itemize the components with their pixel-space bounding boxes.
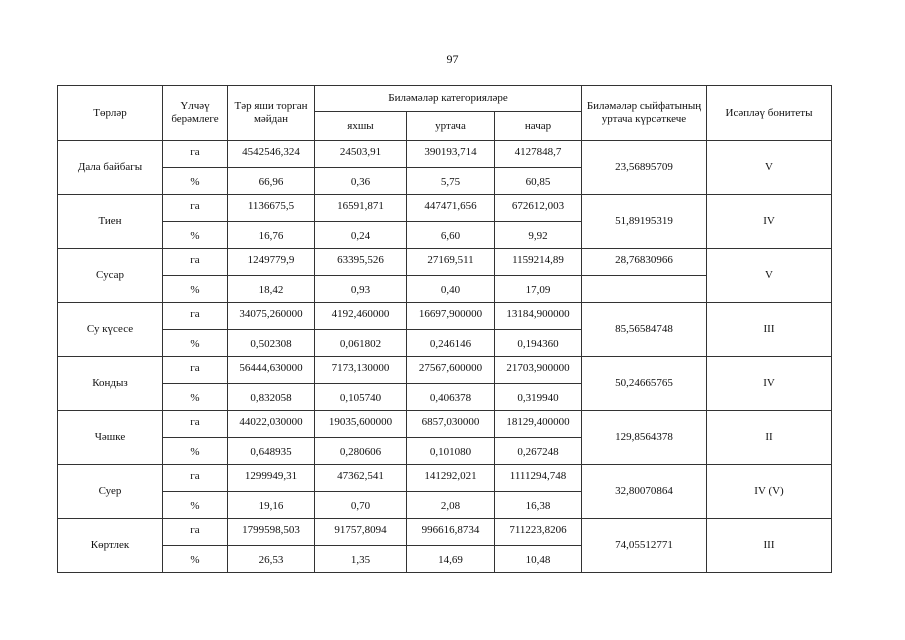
good-cell: 0,105740 [315, 384, 407, 411]
poor-cell: 9,92 [495, 222, 582, 249]
area-cell: 34075,260000 [228, 303, 315, 330]
poor-cell: 16,38 [495, 492, 582, 519]
table-row [58, 519, 832, 546]
quality-cell: 32,80070864 [582, 465, 707, 519]
good-cell: 47362,541 [315, 465, 407, 492]
area-cell: 1299949,31 [228, 465, 315, 492]
average-cell: 2,08 [407, 492, 495, 519]
area-cell: 19,16 [228, 492, 315, 519]
good-cell: 91757,8094 [315, 519, 407, 546]
unit-cell: % [163, 330, 228, 357]
quality-cell: 85,56584748 [582, 303, 707, 357]
average-cell: 0,246146 [407, 330, 495, 357]
poor-cell: 1111294,748 [495, 465, 582, 492]
average-cell: 16697,900000 [407, 303, 495, 330]
good-cell: 0,061802 [315, 330, 407, 357]
species-name: Сусар [58, 249, 163, 303]
poor-cell: 17,09 [495, 276, 582, 303]
quality-cell: 74,05512771 [582, 519, 707, 573]
good-cell: 24503,91 [315, 141, 407, 168]
quality-cell: 129,8564378 [582, 411, 707, 465]
table-row [58, 411, 832, 438]
quality-cell: 28,76830966 [582, 249, 707, 276]
species-name: Суер [58, 465, 163, 519]
area-cell: 0,648935 [228, 438, 315, 465]
poor-cell: 13184,900000 [495, 303, 582, 330]
area-cell: 0,502308 [228, 330, 315, 357]
area-cell: 1799598,503 [228, 519, 315, 546]
table-row [58, 141, 832, 168]
average-cell: 996616,8734 [407, 519, 495, 546]
area-cell: 1136675,5 [228, 195, 315, 222]
good-cell: 1,35 [315, 546, 407, 573]
unit-cell: га [163, 141, 228, 168]
poor-cell: 18129,400000 [495, 411, 582, 438]
table-row [58, 303, 832, 330]
species-name: Дала байбагы [58, 141, 163, 195]
bonitet-cell: II [707, 411, 832, 465]
unit-cell: % [163, 222, 228, 249]
average-cell: 5,75 [407, 168, 495, 195]
good-cell: 0,36 [315, 168, 407, 195]
species-name: Су күсесе [58, 303, 163, 357]
good-cell: 63395,526 [315, 249, 407, 276]
header-bonitet: Исәпләү бонитеты [707, 86, 832, 141]
area-cell: 26,53 [228, 546, 315, 573]
poor-cell: 672612,003 [495, 195, 582, 222]
table-row [58, 249, 832, 276]
good-cell: 19035,600000 [315, 411, 407, 438]
good-cell: 4192,460000 [315, 303, 407, 330]
bonitet-cell: III [707, 519, 832, 573]
poor-cell: 0,194360 [495, 330, 582, 357]
species-name: Көртлек [58, 519, 163, 573]
poor-cell: 0,267248 [495, 438, 582, 465]
header-unit: Үлчәү берәмлеге [163, 86, 228, 141]
poor-cell: 60,85 [495, 168, 582, 195]
area-cell: 16,76 [228, 222, 315, 249]
good-cell: 16591,871 [315, 195, 407, 222]
header-average: уртача [407, 112, 495, 141]
average-cell: 390193,714 [407, 141, 495, 168]
area-cell: 66,96 [228, 168, 315, 195]
poor-cell: 4127848,7 [495, 141, 582, 168]
unit-cell: га [163, 195, 228, 222]
average-cell: 0,406378 [407, 384, 495, 411]
unit-cell: га [163, 357, 228, 384]
area-cell: 4542546,324 [228, 141, 315, 168]
average-cell: 27169,511 [407, 249, 495, 276]
area-cell: 56444,630000 [228, 357, 315, 384]
unit-cell: га [163, 465, 228, 492]
unit-cell: % [163, 438, 228, 465]
average-cell: 141292,021 [407, 465, 495, 492]
bonitet-cell: IV (V) [707, 465, 832, 519]
header-categories: Биләмәләр категорияләре [315, 86, 582, 112]
unit-cell: га [163, 303, 228, 330]
area-cell: 18,42 [228, 276, 315, 303]
page-number: 97 [446, 52, 459, 66]
area-cell: 0,832058 [228, 384, 315, 411]
header-poor: начар [495, 112, 582, 141]
unit-cell: га [163, 249, 228, 276]
poor-cell: 711223,8206 [495, 519, 582, 546]
average-cell: 0,101080 [407, 438, 495, 465]
species-table [57, 85, 832, 573]
good-cell: 0,70 [315, 492, 407, 519]
good-cell: 0,93 [315, 276, 407, 303]
average-cell: 6,60 [407, 222, 495, 249]
header-area: Тәр яши торган мәйдан [228, 86, 315, 141]
species-name: Кондыз [58, 357, 163, 411]
bonitet-cell: V [707, 141, 832, 195]
quality-cell: 50,24665765 [582, 357, 707, 411]
poor-cell: 21703,900000 [495, 357, 582, 384]
species-name: Чәшке [58, 411, 163, 465]
unit-cell: % [163, 168, 228, 195]
average-cell: 27567,600000 [407, 357, 495, 384]
average-cell: 447471,656 [407, 195, 495, 222]
good-cell: 7173,130000 [315, 357, 407, 384]
header-type: Төрләр [58, 86, 163, 141]
good-cell: 0,24 [315, 222, 407, 249]
unit-cell: % [163, 492, 228, 519]
area-cell: 1249779,9 [228, 249, 315, 276]
unit-cell: % [163, 276, 228, 303]
average-cell: 6857,030000 [407, 411, 495, 438]
poor-cell: 0,319940 [495, 384, 582, 411]
table-row [58, 465, 832, 492]
species-name: Тиен [58, 195, 163, 249]
unit-cell: % [163, 546, 228, 573]
table-row [58, 195, 832, 222]
bonitet-cell: V [707, 249, 832, 303]
bonitet-cell: III [707, 303, 832, 357]
quality-cell: 23,56895709 [582, 141, 707, 195]
bonitet-cell: IV [707, 357, 832, 411]
bonitet-cell: IV [707, 195, 832, 249]
unit-cell: % [163, 384, 228, 411]
unit-cell: га [163, 411, 228, 438]
good-cell: 0,280606 [315, 438, 407, 465]
quality-cell-empty [582, 276, 707, 303]
poor-cell: 10,48 [495, 546, 582, 573]
unit-cell: га [163, 519, 228, 546]
header-quality-avg: Биләмәләр сыйфатының уртача күрсәткече [582, 86, 707, 141]
average-cell: 14,69 [407, 546, 495, 573]
poor-cell: 1159214,89 [495, 249, 582, 276]
area-cell: 44022,030000 [228, 411, 315, 438]
average-cell: 0,40 [407, 276, 495, 303]
quality-cell: 51,89195319 [582, 195, 707, 249]
table-row [58, 357, 832, 384]
header-good: яхшы [315, 112, 407, 141]
